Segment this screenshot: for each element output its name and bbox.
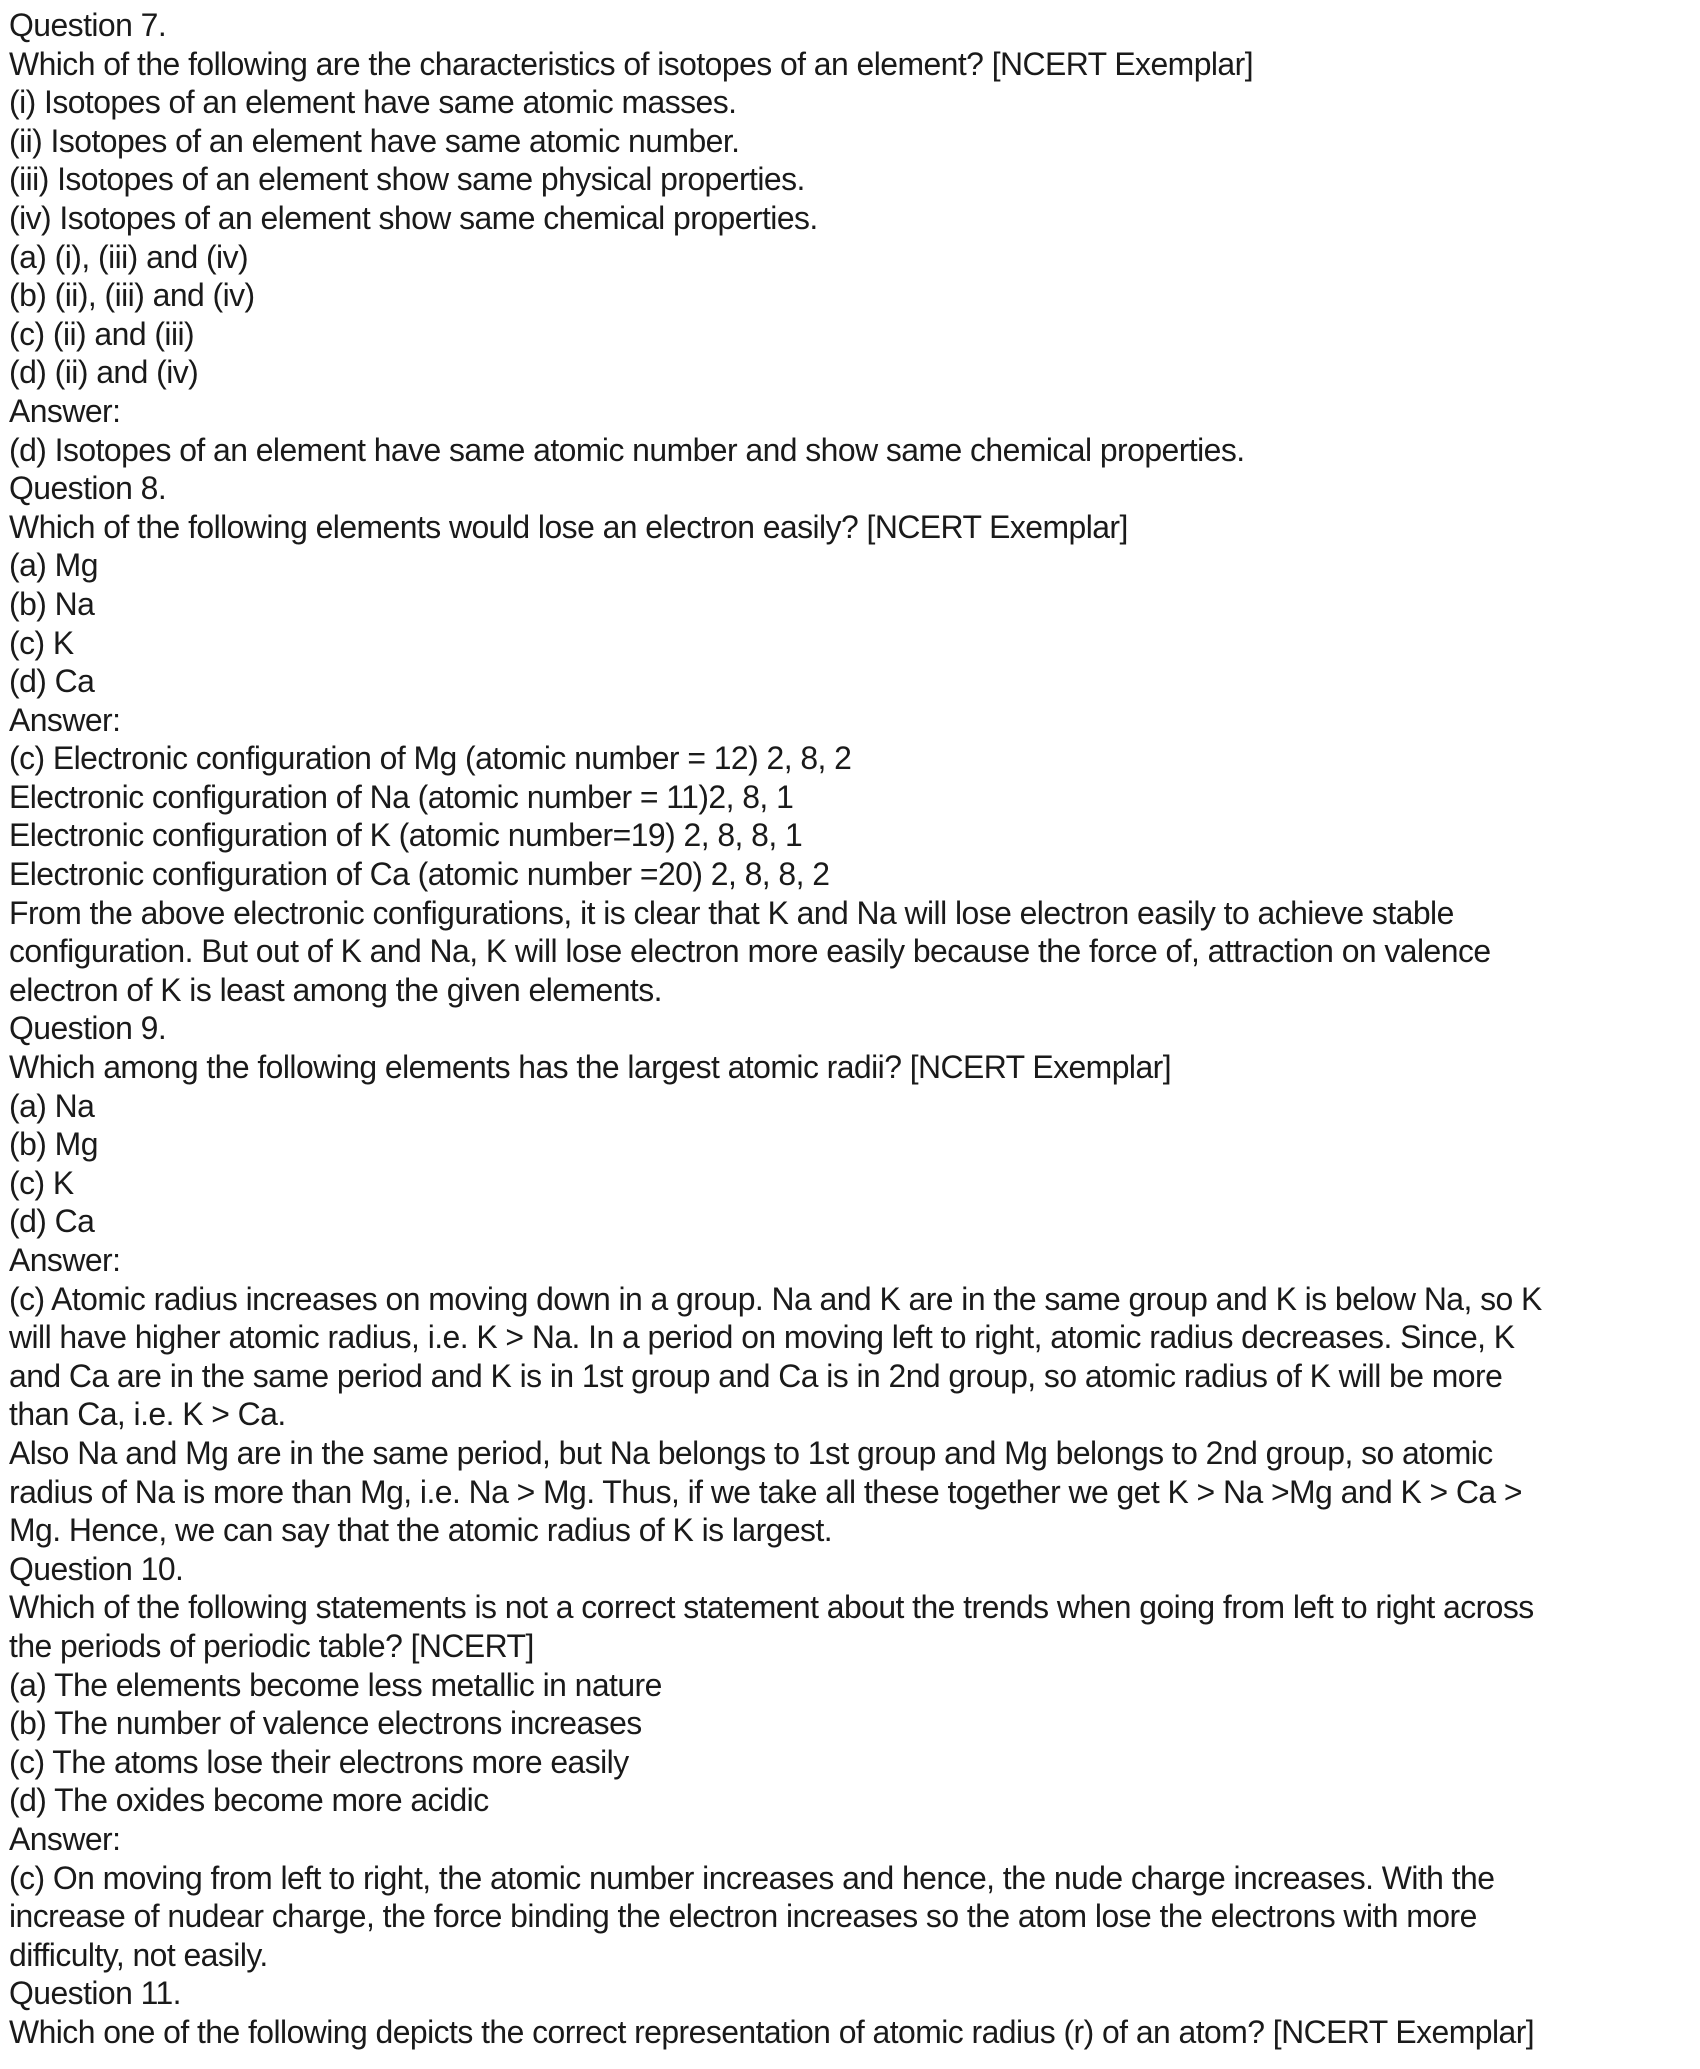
option-line: (d) Ca	[9, 1203, 95, 1240]
answer-label: Answer:	[9, 701, 121, 738]
text-line: (c) On moving from left to right, the atomic number increases and hence, the nude charge increases. With the	[9, 1859, 1495, 1896]
option-line: (b) Mg	[9, 1126, 98, 1163]
text-line: Electronic configuration of K (atomic number=19) 2, 8, 8, 1	[9, 817, 803, 854]
answer-label: Answer:	[9, 392, 121, 429]
text-line: will have higher atomic radius, i.e. K > Na. In a period on moving left to right, atomic radius decreases. Since, K	[9, 1319, 1515, 1356]
option-line: (c) K	[9, 624, 74, 661]
text-line: radius of Na is more than Mg, i.e. Na > Mg. Thus, if we take all these together we get K > Na >Mg and K > Ca >	[9, 1473, 1523, 1510]
option-line: (c) The atoms lose their electrons more easily	[9, 1743, 629, 1780]
text-line: Also Na and Mg are in the same period, but Na belongs to 1st group and Mg belongs to 2nd group, so atomic	[9, 1434, 1493, 1471]
question-heading: Question 11.	[9, 1975, 181, 2012]
option-line: (b) Na	[9, 585, 95, 622]
option-line: (b) (ii), (iii) and (iv)	[9, 277, 255, 314]
text-line: (c) Electronic configuration of Mg (atomic number = 12) 2, 8, 2	[9, 740, 852, 777]
option-line: (a) The elements become less metallic in nature	[9, 1666, 662, 1703]
text-line: Which one of the following depicts the correct representation of atomic radius (r) of an atom? [NCERT Exemplar]	[9, 2013, 1535, 2050]
text-line: than Ca, i.e. K > Ca.	[9, 1396, 286, 1433]
option-line: (c) (ii) and (iii)	[9, 315, 195, 352]
text-line: (iv) Isotopes of an element show same chemical properties.	[9, 199, 818, 236]
text-line: From the above electronic configurations, it is clear that K and Na will lose electron easily to achieve stable	[9, 894, 1454, 931]
option-line: (b) The number of valence electrons increases	[9, 1705, 642, 1742]
option-line: (a) Mg	[9, 547, 98, 584]
option-line: (a) (i), (iii) and (iv)	[9, 238, 249, 275]
text-line: Which of the following elements would lose an electron easily? [NCERT Exemplar]	[9, 508, 1128, 545]
option-line: (c) K	[9, 1164, 74, 1201]
question-heading: Question 9.	[9, 1010, 167, 1047]
answer-label: Answer:	[9, 1820, 121, 1857]
text-line: Electronic configuration of Na (atomic number = 11)2, 8, 1	[9, 778, 794, 815]
text-line: (ii) Isotopes of an element have same atomic number.	[9, 122, 740, 159]
text-line: Which of the following statements is not a correct statement about the trends when going from left to right across	[9, 1589, 1534, 1626]
option-line: (d) Ca	[9, 663, 95, 700]
document-body	[9, 6, 1700, 2051]
text-line: Which among the following elements has the largest atomic radii? [NCERT Exemplar]	[9, 1049, 1172, 1086]
text-line: (iii) Isotopes of an element show same physical properties.	[9, 161, 805, 198]
text-line: (c) Atomic radius increases on moving down in a group. Na and K are in the same group and K is below Na, so K	[9, 1280, 1542, 1317]
text-line: (i) Isotopes of an element have same atomic masses.	[9, 84, 737, 121]
text-line: the periods of periodic table? [NCERT]	[9, 1627, 534, 1664]
text-line: electron of K is least among the given elements.	[9, 971, 662, 1008]
answer-label: Answer:	[9, 1242, 121, 1278]
text-line: (d) Isotopes of an element have same atomic number and show same chemical properties.	[9, 431, 1245, 468]
option-line: (d) (ii) and (iv)	[9, 354, 199, 391]
text-line: configuration. But out of K and Na, K will lose electron more easily because the force of, attraction on valence	[9, 933, 1491, 970]
question-heading: Question 8.	[9, 470, 167, 507]
text-line: and Ca are in the same period and K is in 1st group and Ca is in 2nd group, so atomic radius of K will be more	[9, 1357, 1503, 1394]
text-line: Which of the following are the characteristics of isotopes of an element? [NCERT Exemplar]	[9, 45, 1254, 82]
option-line: (d) The oxides become more acidic	[9, 1782, 489, 1819]
text-line: Electronic configuration of Ca (atomic number =20) 2, 8, 8, 2	[9, 856, 830, 893]
question-heading: Question 7.	[9, 7, 167, 43]
text-line: Mg. Hence, we can say that the atomic radius of K is largest.	[9, 1512, 833, 1549]
text-line: increase of nudear charge, the force binding the electron increases so the atom lose the electrons with more	[9, 1898, 1477, 1935]
question-heading: Question 10.	[9, 1550, 184, 1587]
text-line: difficulty, not easily.	[9, 1936, 268, 1973]
option-line: (a) Na	[9, 1087, 95, 1124]
